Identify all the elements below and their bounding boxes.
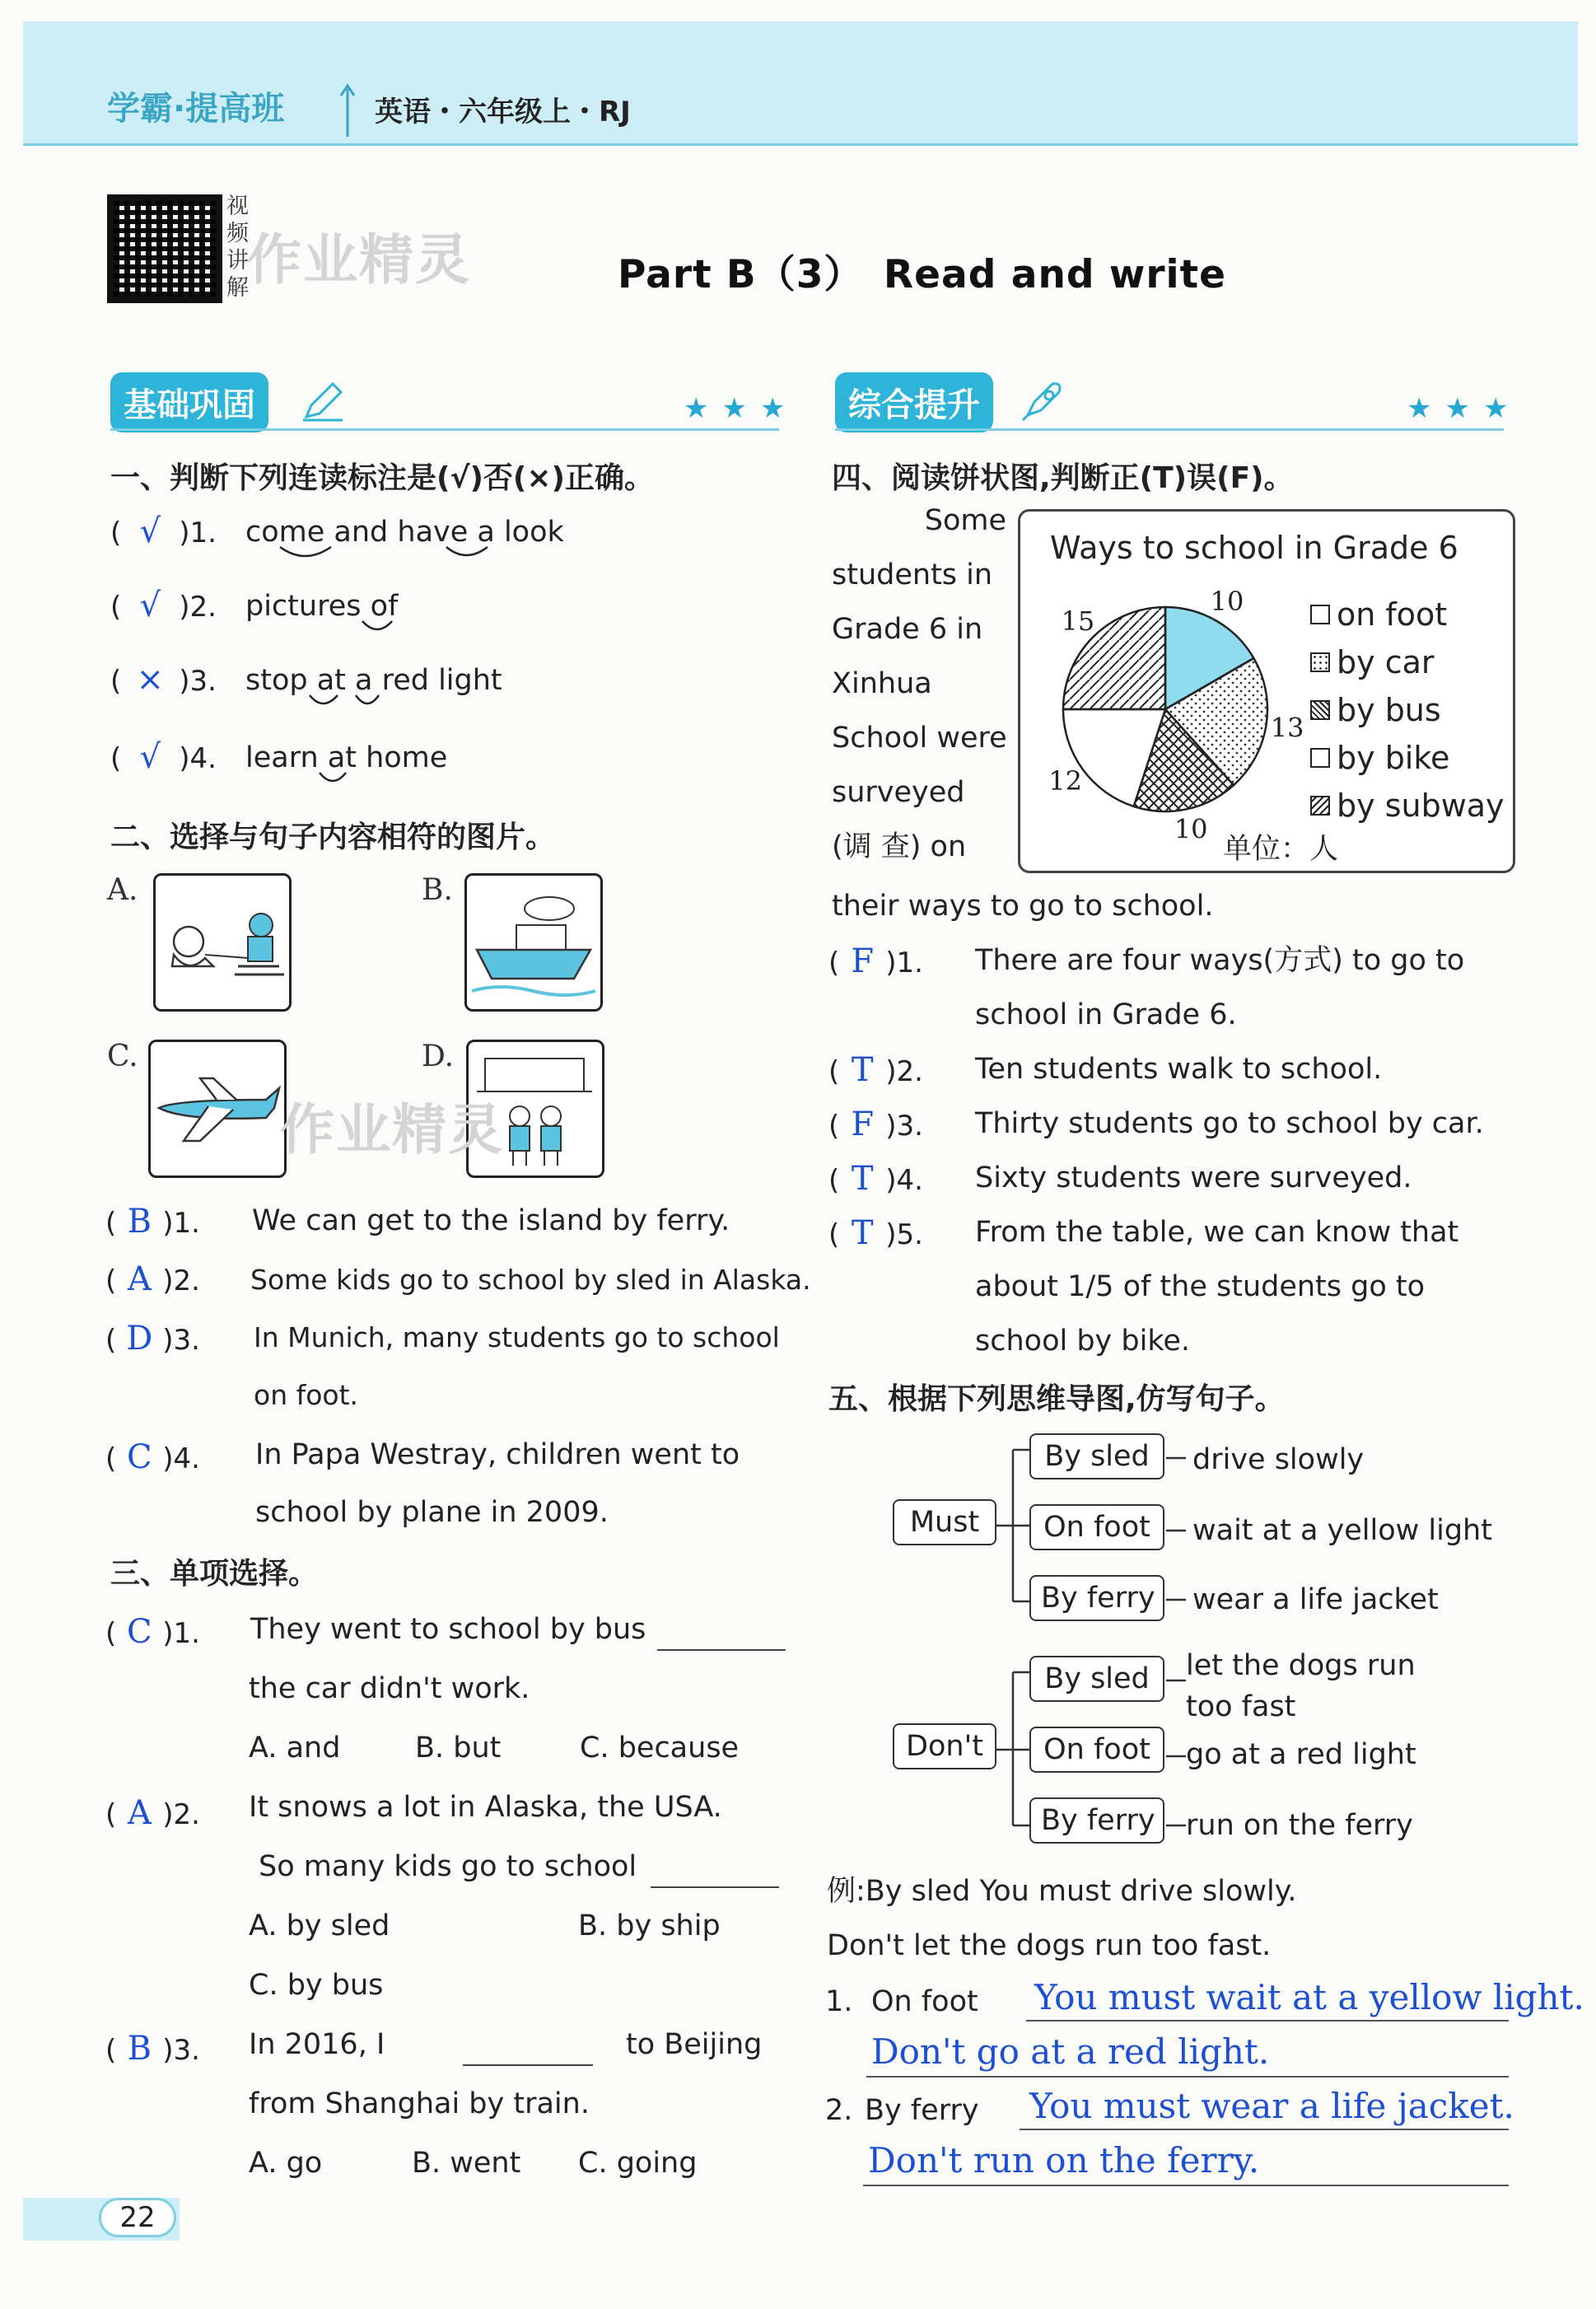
airplane-picture (148, 1040, 287, 1178)
answer-paren: ( C )1. (105, 1613, 200, 1651)
legend-swatch (1310, 652, 1330, 672)
pie-value-label: 15 (1061, 605, 1095, 637)
mindmap-leaf: wear a life jacket (1192, 1583, 1439, 1616)
legend-swatch (1310, 796, 1330, 816)
mindmap-node: By sled (1029, 1656, 1164, 1702)
option[interactable]: B. by ship (578, 1909, 721, 1942)
answer-paren: ( B )3. (105, 2030, 200, 2068)
mindmap-leaf: run on the ferry (1186, 1809, 1413, 1842)
legend-label: by car (1337, 644, 1435, 680)
mindmap-node: By ferry (1029, 1797, 1164, 1844)
handwritten-answer: You must wear a life jacket. (1029, 2086, 1514, 2126)
answer-paren: ( D )3. (105, 1320, 200, 1358)
liaison-item: come and have a look (245, 516, 564, 549)
watermark: 作业精灵 (280, 1098, 504, 1162)
legend-swatch (1310, 700, 1330, 720)
example-line: Don't let the dogs run too fast. (827, 1929, 1272, 1962)
brand-title: 学霸·提高班 (107, 90, 285, 128)
answer-paren: ( A )2. (105, 1260, 200, 1298)
sentence: In Papa Westray, children went to (255, 1438, 740, 1471)
statement: From the table, we can know that (975, 1216, 1459, 1249)
ship-picture (464, 873, 603, 1012)
pie-value-label: 10 (1174, 813, 1208, 845)
statement: Ten students walk to school. (975, 1053, 1383, 1086)
answer-paren: ( A )2. (105, 1794, 200, 1832)
legend-label: on foot (1337, 596, 1448, 633)
intro-tail: their ways to go to school. (832, 890, 1214, 923)
intro-column (832, 504, 1006, 885)
question-text: In 2016, I (249, 2028, 385, 2061)
qr-code[interactable] (107, 194, 222, 303)
intro-line: surveyed (832, 776, 965, 809)
answer-blank[interactable] (657, 1616, 786, 1651)
question-text: They went to school by bus (250, 1613, 646, 1646)
question-text: to Beijing (626, 2028, 763, 2061)
page-title: Part B（3） Read and write (618, 252, 1226, 297)
mindmap-node: By sled (1029, 1433, 1164, 1479)
picture-letter: B. (422, 873, 453, 907)
picture-letter: D. (422, 1040, 455, 1073)
legend-label: by bike (1337, 740, 1450, 776)
example-line: 例:By sled You must drive slowly. (827, 1875, 1297, 1908)
part1-heading: 一、判断下列连读标注是(√)否(×)正确。 (110, 461, 654, 495)
liaison-marks (346, 618, 412, 638)
section-badge-advanced: 综合提升 (835, 372, 993, 432)
section-divider (110, 428, 779, 431)
pencil-icon (300, 379, 346, 423)
ship-icon (467, 876, 600, 1009)
mindmap-leaf: too fast (1186, 1690, 1296, 1723)
intro-line: Grade 6 in (832, 613, 983, 646)
legend-item (1310, 638, 1505, 686)
intro-line: students in (832, 559, 993, 591)
mindmap-lines (889, 1425, 1186, 1853)
sentence: school by plane in 2009. (255, 1496, 609, 1529)
pie-value-label: 10 (1210, 586, 1244, 618)
handwritten-answer: Don't run on the ferry. (868, 2140, 1260, 2180)
answer-paren: ( √ )1. (110, 512, 217, 550)
legend-label: by bus (1337, 692, 1441, 728)
option[interactable]: A. by sled (249, 1909, 390, 1942)
intro-line: School were (832, 722, 1007, 755)
intro-line: Some (924, 504, 1006, 537)
legend-label: by subway (1337, 788, 1505, 824)
legend-item (1310, 734, 1505, 782)
answer-paren: ( T )2. (828, 1051, 923, 1089)
watermark: 作业精灵 (247, 228, 471, 292)
answer-paren: ( F )1. (828, 942, 923, 980)
answer-blank[interactable] (463, 2031, 593, 2066)
statement: school in Grade 6. (975, 998, 1237, 1031)
mindmap-node: On foot (1029, 1727, 1164, 1773)
statement: There are four ways(方式) to go to (975, 944, 1465, 977)
qr-label: 视频讲解 (226, 194, 249, 301)
mindmap-root-must: Must (893, 1499, 996, 1545)
option[interactable]: C. going (578, 2147, 698, 2180)
answer-paren: ( C )4. (105, 1438, 200, 1476)
statement: Thirty students go to school by car. (975, 1107, 1484, 1140)
intro-line: Xinhua (832, 667, 932, 700)
sentence: We can get to the island by ferry. (252, 1204, 730, 1237)
answer-paren: ( T )5. (828, 1214, 923, 1252)
answer-number: 1. (825, 1985, 853, 2018)
sentence: on foot. (254, 1379, 359, 1411)
option[interactable]: C. by bus (249, 1969, 384, 2002)
section-badge-basic: 基础巩固 (110, 372, 268, 432)
question-text: from Shanghai by train. (249, 2087, 590, 2120)
answer-paren: ( × )3. (110, 661, 217, 699)
part5-heading: 五、根据下列思维导图,仿写句子。 (828, 1382, 1285, 1416)
liaison-marks (280, 692, 412, 712)
legend-item (1310, 591, 1505, 638)
answer-paren: ( √ )4. (110, 738, 217, 776)
part3-heading: 三、单项选择。 (110, 1557, 319, 1591)
sentence: Some kids go to school by sled in Alaska. (250, 1264, 811, 1296)
mindmap-node: On foot (1029, 1504, 1164, 1550)
mindmap-leaf: go at a red light (1186, 1738, 1416, 1771)
liaison-marks (272, 544, 519, 563)
mindmap-node: By ferry (1029, 1575, 1164, 1621)
rocket-icon (1018, 377, 1066, 425)
answer-paren: ( B )1. (105, 1203, 200, 1241)
legend-swatch (1310, 748, 1330, 768)
header-divider (23, 143, 1578, 146)
dog-sled-icon (156, 876, 289, 1009)
arrow-up-icon (338, 82, 357, 138)
answer-paren: ( √ )2. (110, 587, 217, 624)
answer-number: 2. (825, 2094, 853, 2127)
pie-value-label: 13 (1270, 712, 1304, 744)
answer-prompt: On foot (871, 1985, 978, 2018)
part4-heading: 四、阅读饼状图,判断正(T)误(F)。 (832, 461, 1294, 495)
answer-blank[interactable] (651, 1853, 779, 1888)
statement: Sixty students were surveyed. (975, 1162, 1412, 1194)
difficulty-stars: ★★★ (684, 392, 799, 425)
picture-letter: A. (107, 873, 138, 907)
liaison-item: stop at a red light (245, 664, 502, 697)
difficulty-stars: ★★★ (1407, 392, 1522, 425)
liaison-item: learn at home (245, 741, 448, 774)
option[interactable]: B. but (415, 1732, 502, 1764)
option[interactable]: B. went (412, 2147, 521, 2180)
airplane-icon (151, 1042, 284, 1176)
sentence: In Munich, many students go to school (254, 1321, 780, 1353)
option[interactable]: A. and (249, 1732, 341, 1764)
mindmap-root-dont: Don't (893, 1723, 996, 1769)
chart-legend (1310, 591, 1505, 830)
subject-label: 英语・六年级上・RJ (375, 96, 631, 129)
chart-title: Ways to school in Grade 6 (1050, 530, 1458, 566)
answer-paren: ( F )3. (828, 1105, 923, 1143)
handwritten-answer: Don't go at a red light. (871, 2031, 1270, 2072)
page-number: 22 (99, 2198, 176, 2237)
question-text: So many kids go to school (259, 1850, 637, 1883)
liaison-item: pictures of (245, 590, 399, 623)
mindmap-leaf: drive slowly (1192, 1443, 1365, 1476)
answer-prompt: By ferry (865, 2094, 979, 2127)
mindmap-leaf: wait at a yellow light (1192, 1514, 1492, 1547)
dog-sled-picture (153, 873, 292, 1012)
handwritten-answer: You must wait at a yellow light. (1034, 1977, 1584, 2017)
legend-swatch (1310, 605, 1330, 624)
section-divider (835, 428, 1504, 431)
intro-line: (调 查) on (832, 830, 967, 863)
pie-value-label: 12 (1048, 765, 1083, 797)
picture-letter: C. (107, 1040, 138, 1073)
legend-item (1310, 686, 1505, 734)
statement: school by bike. (975, 1325, 1191, 1358)
question-text: It snows a lot in Alaska, the USA. (249, 1791, 722, 1824)
answer-paren: ( T )4. (828, 1160, 923, 1198)
statement: about 1/5 of the students go to (975, 1270, 1426, 1303)
pie-chart-box (1018, 509, 1515, 873)
option[interactable]: C. because (580, 1732, 740, 1764)
part2-heading: 二、选择与句子内容相符的图片。 (110, 820, 556, 854)
unit-label: 单位：人 (1223, 833, 1339, 866)
liaison-marks (305, 769, 371, 789)
legend-item (1310, 782, 1505, 830)
option[interactable]: A. go (249, 2147, 323, 2180)
question-text: the car didn't work. (249, 1672, 530, 1705)
mindmap-leaf: let the dogs run (1186, 1649, 1416, 1682)
